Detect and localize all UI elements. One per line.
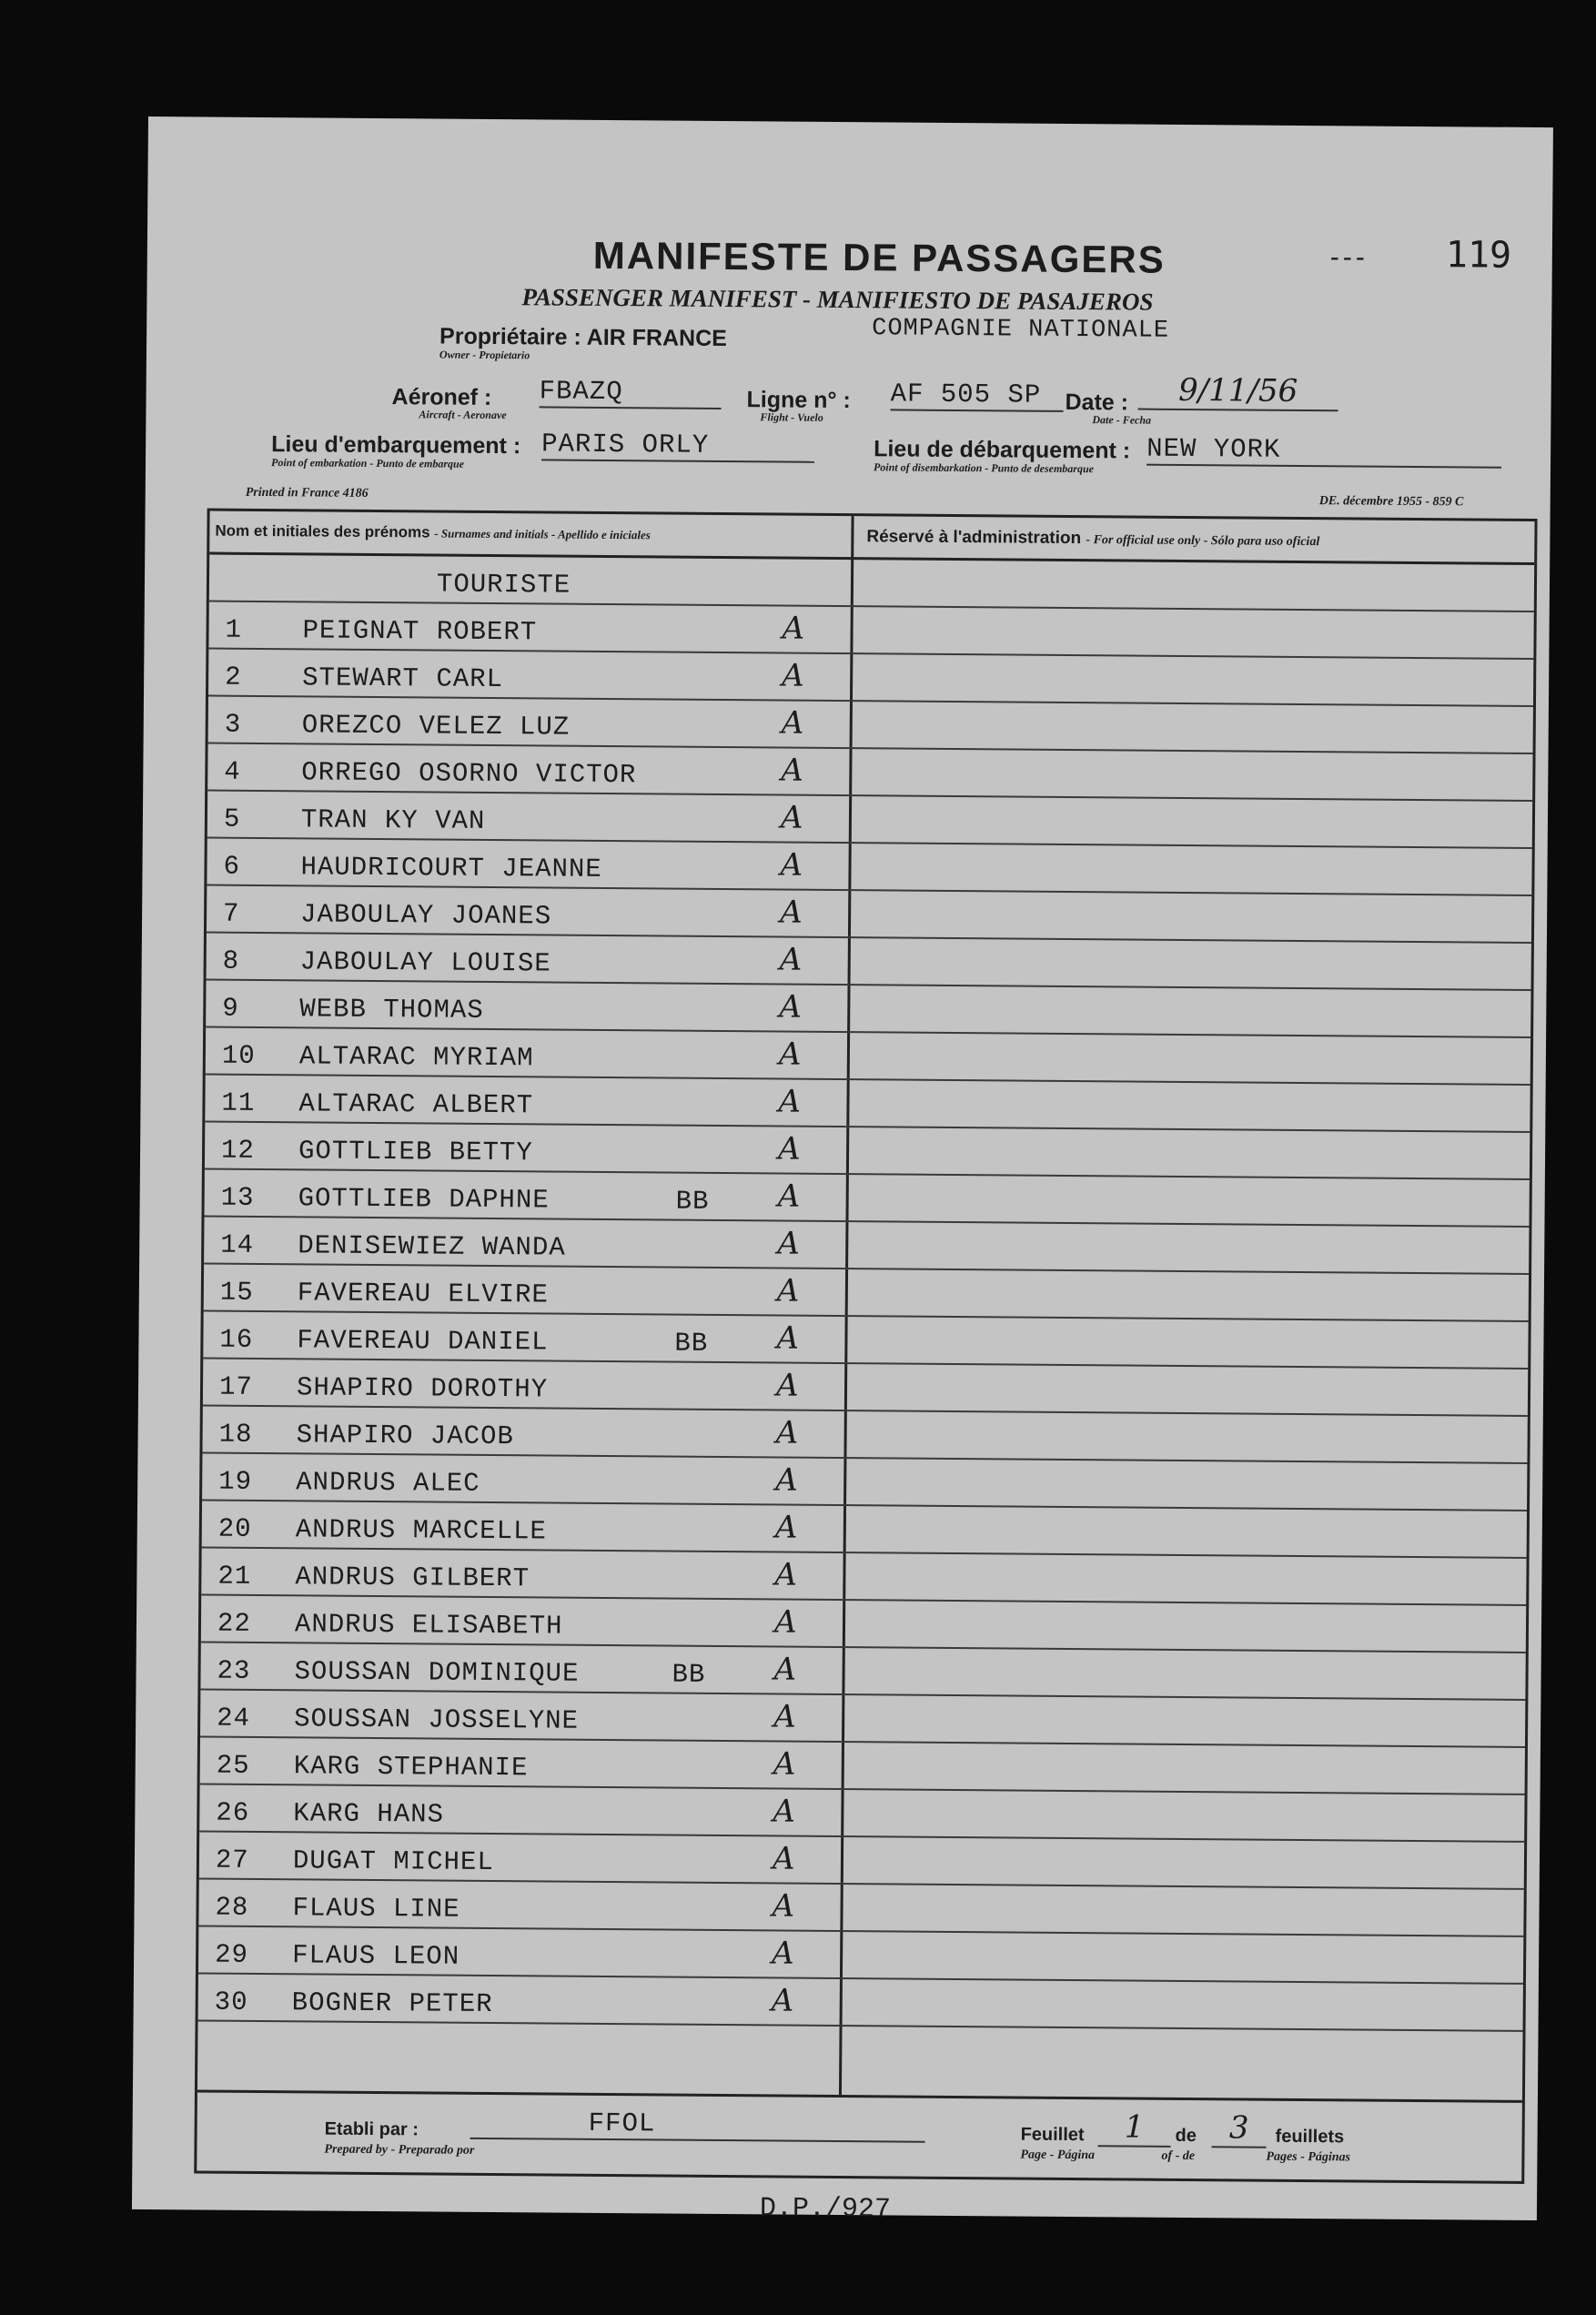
table-row — [198, 1974, 1523, 2031]
check-mark: A — [782, 657, 804, 694]
names-column-header: Nom et initiales des prénoms - Surnames and initials - Apellido e iniciales — [215, 521, 651, 542]
passenger-number: 15 — [219, 1277, 254, 1308]
passenger-name: FLAUS LEON — [292, 1940, 460, 1972]
passenger-number: 26 — [216, 1797, 250, 1828]
passenger-name: ORREGO OSORNO VICTOR — [301, 757, 637, 791]
passenger-name: DUGAT MICHEL — [292, 1845, 494, 1878]
passenger-name: ANDRUS MARCELLE — [295, 1514, 547, 1547]
form-footer — [197, 2089, 1522, 2189]
check-mark: A — [781, 752, 804, 789]
passenger-name: BOGNER PETER — [291, 1987, 493, 2020]
prepared-sublabel: Prepared by - Preparado por — [324, 2142, 475, 2158]
check-mark: A — [771, 1982, 794, 2019]
passenger-name: DENISEWIEZ WANDA — [298, 1230, 566, 1263]
of-label: de — [1175, 2125, 1197, 2147]
passenger-number: 7 — [222, 898, 240, 929]
passenger-number: 19 — [218, 1466, 253, 1497]
passenger-name: SOUSSAN JOSSELYNE — [294, 1703, 580, 1736]
check-mark: A — [777, 1178, 801, 1215]
passenger-name: SHAPIRO DOROTHY — [296, 1372, 549, 1405]
passenger-number: 24 — [217, 1703, 251, 1734]
passenger-number: 21 — [217, 1561, 252, 1592]
check-mark: A — [773, 1603, 797, 1641]
passenger-name: ANDRUS ALEC — [296, 1467, 480, 1499]
passenger-number: 9 — [222, 993, 239, 1024]
passenger-number: 10 — [221, 1040, 256, 1071]
passenger-name: KARG HANS — [293, 1798, 445, 1830]
passenger-number: 22 — [217, 1608, 251, 1639]
prepared-label: Etabli par : — [324, 2118, 419, 2140]
check-mark: A — [775, 1461, 798, 1499]
disembark-label: Lieu de débarquement : — [874, 436, 1131, 464]
check-mark: A — [778, 1036, 802, 1073]
passenger-name: ANDRUS GILBERT — [295, 1562, 530, 1594]
passenger-number: 11 — [221, 1087, 256, 1118]
company-name: COMPAGNIE NATIONALE — [872, 315, 1170, 345]
form-code: DE. décembre 1955 - 859 C — [1318, 494, 1464, 510]
check-mark: A — [778, 1083, 802, 1120]
date-sublabel: Date - Fecha — [1092, 413, 1152, 427]
passenger-number: 20 — [217, 1513, 252, 1544]
sheet-value: 1 — [1098, 2108, 1171, 2148]
printed-note: Printed in France 4186 — [245, 485, 369, 500]
check-mark: A — [779, 941, 803, 978]
passenger-name: GOTTLIEB BETTY — [298, 1136, 533, 1168]
flight-label: Ligne n° : — [746, 387, 851, 414]
aircraft-label: Aéronef : — [391, 384, 492, 410]
passenger-name: FAVEREAU ELVIRE — [297, 1278, 550, 1310]
check-mark: A — [780, 846, 803, 884]
embark-sublabel: Point of embarkation - Punto de embarque — [270, 456, 465, 470]
check-mark: A — [777, 1225, 801, 1262]
passenger-name: SHAPIRO JACOB — [296, 1420, 514, 1452]
passenger-name: TRAN KY VAN — [300, 804, 486, 836]
check-mark: A — [773, 1745, 796, 1783]
check-mark: A — [773, 1698, 796, 1735]
pages-label: feuillets — [1275, 2126, 1345, 2148]
date-value: 9/11/56 — [1138, 372, 1338, 412]
reference-number: D.P./927 — [759, 2193, 892, 2226]
check-mark: A — [772, 1887, 795, 1925]
passenger-note: BB — [672, 1659, 706, 1690]
sheet-label: Feuillet — [1020, 2124, 1085, 2146]
passenger-number: 16 — [219, 1324, 254, 1355]
check-mark: A — [776, 1272, 800, 1309]
flight-sublabel: Flight - Vuelo — [760, 410, 823, 424]
passenger-number: 23 — [217, 1655, 251, 1686]
passenger-number: 2 — [225, 662, 242, 692]
passenger-number: 17 — [218, 1371, 253, 1402]
passenger-name: HAUDRICOURT JEANNE — [300, 852, 602, 885]
passenger-name: FLAUS LINE — [292, 1893, 460, 1925]
check-mark: A — [774, 1509, 798, 1546]
passenger-name: ALTARAC MYRIAM — [298, 1041, 534, 1074]
disembark-sublabel: Point of disembarkation - Punto de desembarque — [873, 460, 1095, 476]
passenger-name: WEBB THOMAS — [299, 994, 484, 1026]
check-mark: A — [776, 1319, 800, 1357]
pages-sublabel: Pages - Páginas — [1266, 2149, 1351, 2165]
dash-mark: --- — [1329, 242, 1369, 273]
passenger-number: 18 — [218, 1419, 253, 1450]
passenger-number: 29 — [215, 1939, 249, 1970]
date-label: Date : — [1065, 389, 1129, 416]
check-mark: A — [781, 704, 804, 742]
disembark-value: NEW YORK — [1146, 434, 1501, 469]
passenger-number: 5 — [223, 804, 241, 834]
passenger-name: OREZCO VELEZ LUZ — [301, 710, 571, 743]
passenger-name: PEIGNAT ROBERT — [302, 615, 538, 648]
passenger-number: 12 — [220, 1135, 256, 1166]
passenger-name: FAVEREAU DANIEL — [297, 1325, 549, 1358]
section-label: TOURISTE — [436, 569, 571, 601]
check-mark: A — [775, 1367, 799, 1404]
sheet-sublabel: Page - Página — [1020, 2148, 1096, 2163]
check-mark: A — [780, 799, 803, 836]
embark-value: PARIS ORLY — [541, 429, 814, 462]
passenger-name: STEWART CARL — [302, 662, 504, 695]
passenger-number: 28 — [215, 1892, 249, 1923]
passenger-number: 1 — [225, 614, 243, 645]
page-subtitle: PASSENGER MANIFEST - MANIFIESTO DE PASAJEROS — [521, 283, 1154, 316]
passenger-table — [194, 509, 1537, 2184]
passenger-note: BB — [675, 1186, 710, 1217]
passenger-name: GOTTLIEB DAPHNE — [298, 1183, 550, 1216]
check-mark: A — [777, 1130, 801, 1168]
owner-sublabel: Owner - Propietario — [439, 348, 530, 362]
passenger-number: 6 — [223, 851, 241, 882]
passenger-name: ALTARAC ALBERT — [298, 1088, 534, 1121]
page-number: 119 — [1445, 234, 1512, 277]
passenger-number: 4 — [224, 756, 241, 787]
check-mark: A — [774, 1556, 798, 1593]
check-mark: A — [773, 1651, 797, 1688]
passenger-number: 30 — [214, 1986, 248, 2017]
manifest-sheet — [132, 116, 1553, 2226]
passenger-number: 8 — [222, 945, 240, 976]
passenger-rows — [198, 555, 1535, 2032]
flight-value: AF 505 SP — [890, 379, 1063, 411]
check-mark: A — [779, 988, 803, 1026]
passenger-name: KARG STEPHANIE — [293, 1751, 529, 1784]
page-title: MANIFESTE DE PASSAGERS — [592, 233, 1166, 281]
passenger-number: 13 — [220, 1182, 255, 1213]
passenger-number: 27 — [215, 1845, 249, 1875]
aircraft-value: FBAZQ — [539, 376, 721, 409]
check-mark: A — [775, 1414, 799, 1451]
check-mark: A — [772, 1840, 795, 1877]
prepared-value: FFOL — [470, 2108, 925, 2143]
passenger-number: 25 — [216, 1750, 250, 1781]
check-mark: A — [782, 610, 805, 647]
passenger-number: 14 — [220, 1229, 255, 1260]
owner-label: Propriétaire : AIR FRANCE — [439, 323, 728, 352]
total-value: 3 — [1212, 2109, 1267, 2148]
passenger-name: SOUSSAN DOMINIQUE — [294, 1656, 580, 1689]
check-mark: A — [773, 1793, 796, 1830]
of-sublabel: of - de — [1161, 2148, 1196, 2164]
passenger-name: JABOULAY LOUISE — [299, 946, 551, 979]
passenger-name: JABOULAY JOANES — [299, 899, 552, 932]
passenger-note: BB — [674, 1328, 709, 1359]
aircraft-sublabel: Aircraft - Aeronave — [419, 408, 507, 422]
passenger-number: 3 — [224, 709, 242, 740]
official-column-header: Réservé à l'administration - For official use only - Sólo para uso oficial — [866, 527, 1320, 550]
passenger-name: ANDRUS ELISABETH — [294, 1609, 563, 1642]
embark-label: Lieu d'embarquement : — [271, 431, 521, 460]
check-mark: A — [779, 894, 803, 931]
check-mark: A — [772, 1935, 794, 1972]
